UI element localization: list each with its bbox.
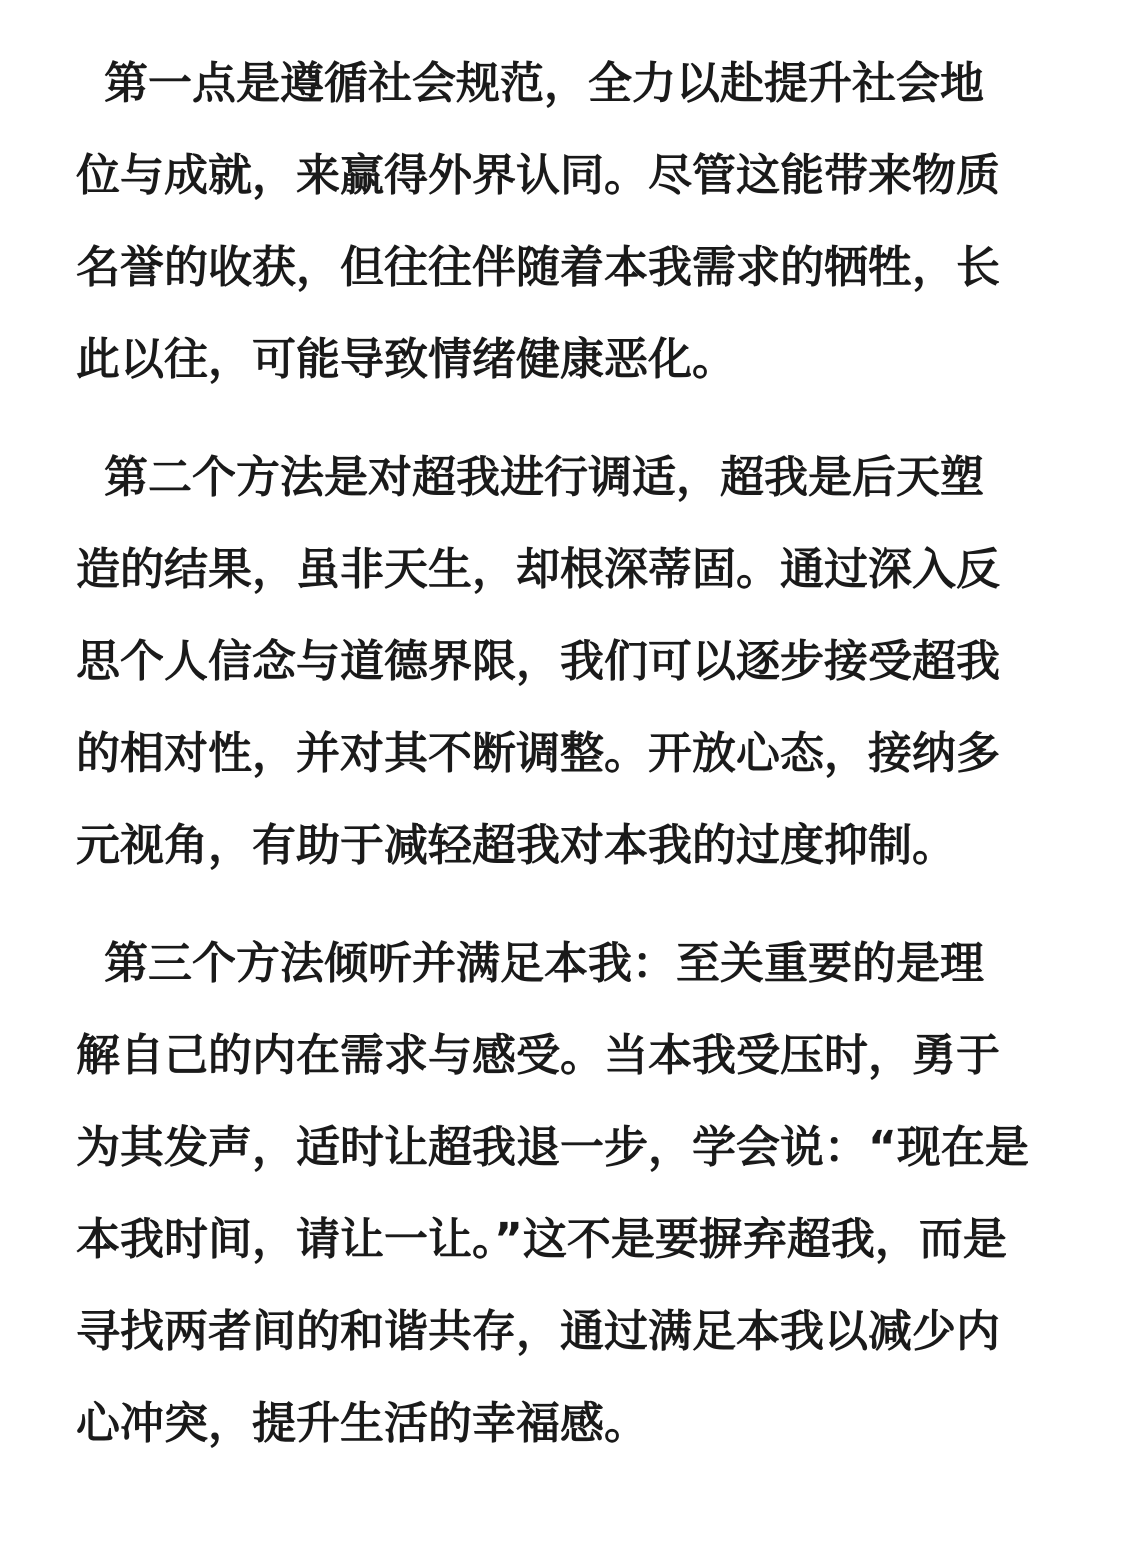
paragraph-line: 第二个方法是对超我进行调适，超我是后天塑 <box>104 452 984 503</box>
paragraph-line: 名誉的收获，但往往伴随着本我需求的牺牲，长 <box>76 242 1000 293</box>
paragraph-line: 本我时间，请让一让。”这不是要摒弃超我，而是 <box>76 1214 1007 1265</box>
paragraph-line: 第一点是遵循社会规范，全力以赴提升社会地 <box>104 58 984 109</box>
paragraph-line: 此以往，可能导致情绪健康恶化。 <box>76 334 736 385</box>
paragraph-line: 第三个方法倾听并满足本我：至关重要的是理 <box>104 938 984 989</box>
paragraph-line: 的相对性，并对其不断调整。开放心态，接纳多 <box>76 728 1000 779</box>
paragraph-line: 位与成就，来赢得外界认同。尽管这能带来物质 <box>76 150 1000 201</box>
paragraph-line: 解自己的内在需求与感受。当本我受压时，勇于 <box>76 1030 1000 1081</box>
paragraph-line: 为其发声，适时让超我退一步，学会说：“现在是 <box>76 1122 1029 1173</box>
paragraph-line: 元视角，有助于减轻超我对本我的过度抑制。 <box>76 820 956 871</box>
paragraph-line: 思个人信念与道德界限，我们可以逐步接受超我 <box>76 636 1000 687</box>
paragraph-line: 寻找两者间的和谐共存，通过满足本我以减少内 <box>76 1306 1000 1357</box>
paragraph-line: 造的结果，虽非天生，却根深蒂固。通过深入反 <box>76 544 1000 595</box>
paragraph-line: 心冲突，提升生活的幸福感。 <box>76 1398 648 1449</box>
